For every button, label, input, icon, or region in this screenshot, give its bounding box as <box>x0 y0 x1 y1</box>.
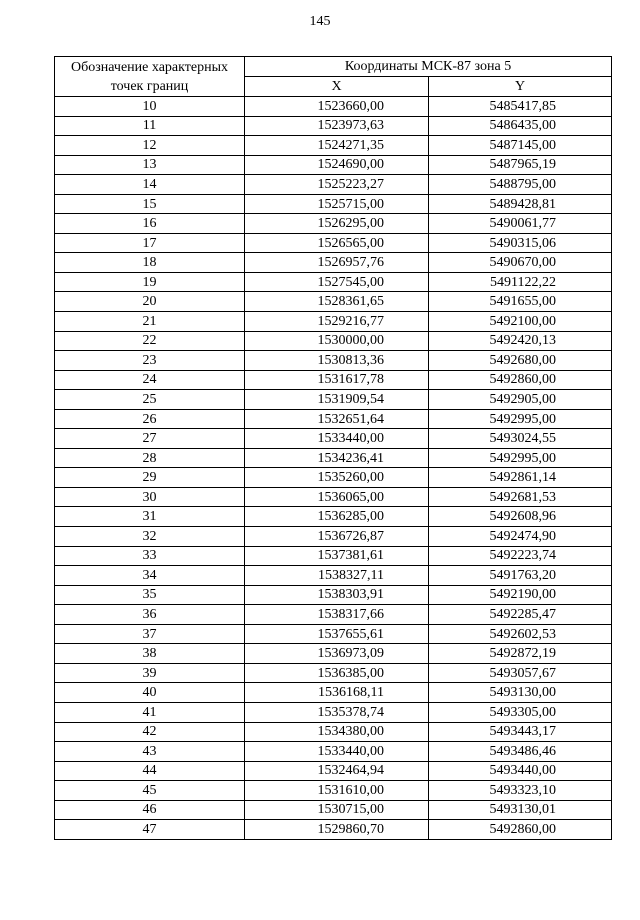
x-coordinate: 1534380,00 <box>245 722 429 742</box>
x-coordinate: 1534236,41 <box>245 448 429 468</box>
table-row <box>55 644 612 664</box>
x-coordinate: 1524690,00 <box>245 155 429 175</box>
table-row <box>55 624 612 644</box>
point-label: 35 <box>55 585 245 605</box>
y-coordinate: 5492860,00 <box>429 820 612 840</box>
y-coordinate: 5492680,00 <box>429 351 612 371</box>
point-label: 32 <box>55 527 245 547</box>
table-row <box>55 761 612 781</box>
y-coordinate: 5487145,00 <box>429 136 612 156</box>
table-row <box>55 683 612 703</box>
y-coordinate: 5492608,96 <box>429 507 612 527</box>
x-coordinate: 1526295,00 <box>245 214 429 234</box>
point-label: 18 <box>55 253 245 273</box>
table-row <box>55 820 612 840</box>
table-row <box>55 136 612 156</box>
table-row <box>55 566 612 586</box>
table-row <box>55 663 612 683</box>
x-coordinate: 1531909,54 <box>245 390 429 410</box>
y-coordinate: 5493057,67 <box>429 663 612 683</box>
x-coordinate: 1537381,61 <box>245 546 429 566</box>
x-coordinate: 1536168,11 <box>245 683 429 703</box>
point-label: 16 <box>55 214 245 234</box>
y-coordinate: 5491763,20 <box>429 566 612 586</box>
table-row <box>55 194 612 214</box>
table-row <box>55 585 612 605</box>
table-row <box>55 390 612 410</box>
point-label: 40 <box>55 683 245 703</box>
table-row <box>55 331 612 351</box>
table-row <box>55 97 612 117</box>
x-coordinate: 1527545,00 <box>245 272 429 292</box>
point-label: 14 <box>55 175 245 195</box>
table-row <box>55 272 612 292</box>
x-coordinate: 1536385,00 <box>245 663 429 683</box>
y-coordinate: 5492100,00 <box>429 312 612 332</box>
coordinate-system-header: Координаты МСК-87 зона 5 <box>245 57 612 77</box>
point-label: 20 <box>55 292 245 312</box>
point-label: 42 <box>55 722 245 742</box>
x-coordinate: 1525715,00 <box>245 194 429 214</box>
y-coordinate: 5486435,00 <box>429 116 612 136</box>
x-coordinate: 1529860,70 <box>245 820 429 840</box>
table-row <box>55 370 612 390</box>
point-label: 41 <box>55 702 245 722</box>
table-header-row <box>55 57 612 77</box>
y-coordinate: 5492681,53 <box>429 487 612 507</box>
x-column-header: X <box>245 77 429 97</box>
y-coordinate: 5492995,00 <box>429 409 612 429</box>
x-coordinate: 1533440,00 <box>245 429 429 449</box>
x-coordinate: 1536285,00 <box>245 507 429 527</box>
y-coordinate: 5492223,74 <box>429 546 612 566</box>
y-coordinate: 5491655,00 <box>429 292 612 312</box>
y-coordinate: 5493305,00 <box>429 702 612 722</box>
y-coordinate: 5493130,00 <box>429 683 612 703</box>
y-coordinate: 5493024,55 <box>429 429 612 449</box>
table-row <box>55 448 612 468</box>
y-coordinate: 5492861,14 <box>429 468 612 488</box>
table-row <box>55 233 612 253</box>
point-label: 28 <box>55 448 245 468</box>
x-coordinate: 1529216,77 <box>245 312 429 332</box>
x-coordinate: 1533440,00 <box>245 742 429 762</box>
y-coordinate: 5490315,06 <box>429 233 612 253</box>
table-row <box>55 800 612 820</box>
table-row <box>55 175 612 195</box>
y-coordinate: 5490061,77 <box>429 214 612 234</box>
table-row <box>55 312 612 332</box>
x-coordinate: 1532464,94 <box>245 761 429 781</box>
x-coordinate: 1537655,61 <box>245 624 429 644</box>
point-label: 27 <box>55 429 245 449</box>
y-coordinate: 5492602,53 <box>429 624 612 644</box>
point-label: 22 <box>55 331 245 351</box>
table-row <box>55 546 612 566</box>
point-label: 23 <box>55 351 245 371</box>
point-label: 38 <box>55 644 245 664</box>
point-label: 46 <box>55 800 245 820</box>
point-label: 43 <box>55 742 245 762</box>
x-coordinate: 1536726,87 <box>245 527 429 547</box>
x-coordinate: 1523660,00 <box>245 97 429 117</box>
point-label: 37 <box>55 624 245 644</box>
point-label: 25 <box>55 390 245 410</box>
table-row <box>55 527 612 547</box>
table-body <box>55 97 612 840</box>
point-label: 24 <box>55 370 245 390</box>
y-coordinate: 5487965,19 <box>429 155 612 175</box>
point-label: 10 <box>55 97 245 117</box>
point-label: 34 <box>55 566 245 586</box>
point-label: 13 <box>55 155 245 175</box>
table-row <box>55 214 612 234</box>
coordinates-table <box>54 56 612 840</box>
x-coordinate: 1524271,35 <box>245 136 429 156</box>
table-row <box>55 702 612 722</box>
table-row <box>55 351 612 371</box>
point-label: 19 <box>55 272 245 292</box>
x-coordinate: 1536973,09 <box>245 644 429 664</box>
point-label: 26 <box>55 409 245 429</box>
y-coordinate: 5490670,00 <box>429 253 612 273</box>
x-coordinate: 1531617,78 <box>245 370 429 390</box>
y-coordinate: 5492872,19 <box>429 644 612 664</box>
y-coordinate: 5492995,00 <box>429 448 612 468</box>
x-coordinate: 1523973,63 <box>245 116 429 136</box>
y-coordinate: 5493440,00 <box>429 761 612 781</box>
table-row <box>55 409 612 429</box>
x-coordinate: 1526565,00 <box>245 233 429 253</box>
point-label: 11 <box>55 116 245 136</box>
x-coordinate: 1536065,00 <box>245 487 429 507</box>
y-coordinate: 5492474,90 <box>429 527 612 547</box>
y-coordinate: 5492420,13 <box>429 331 612 351</box>
point-designation-header: Обозначение характерных точек границ <box>55 57 245 97</box>
x-coordinate: 1525223,27 <box>245 175 429 195</box>
point-label: 29 <box>55 468 245 488</box>
y-coordinate: 5491122,22 <box>429 272 612 292</box>
x-coordinate: 1530813,36 <box>245 351 429 371</box>
x-coordinate: 1538303,91 <box>245 585 429 605</box>
point-label: 45 <box>55 781 245 801</box>
x-coordinate: 1538317,66 <box>245 605 429 625</box>
x-coordinate: 1530000,00 <box>245 331 429 351</box>
table-row <box>55 605 612 625</box>
table-row <box>55 742 612 762</box>
point-label: 39 <box>55 663 245 683</box>
y-column-header: Y <box>429 77 612 97</box>
table-row <box>55 155 612 175</box>
point-label: 21 <box>55 312 245 332</box>
point-label: 44 <box>55 761 245 781</box>
table-row <box>55 468 612 488</box>
point-label: 17 <box>55 233 245 253</box>
x-coordinate: 1530715,00 <box>245 800 429 820</box>
page-number: 145 <box>309 14 331 29</box>
x-coordinate: 1538327,11 <box>245 566 429 586</box>
table-row <box>55 781 612 801</box>
table-row <box>55 722 612 742</box>
y-coordinate: 5489428,81 <box>429 194 612 214</box>
table-row <box>55 292 612 312</box>
x-coordinate: 1526957,76 <box>245 253 429 273</box>
x-coordinate: 1532651,64 <box>245 409 429 429</box>
table-row <box>55 487 612 507</box>
y-coordinate: 5492860,00 <box>429 370 612 390</box>
point-label: 33 <box>55 546 245 566</box>
point-label: 31 <box>55 507 245 527</box>
table-row <box>55 429 612 449</box>
point-label: 30 <box>55 487 245 507</box>
x-coordinate: 1535378,74 <box>245 702 429 722</box>
y-coordinate: 5493323,10 <box>429 781 612 801</box>
y-coordinate: 5492285,47 <box>429 605 612 625</box>
point-label: 15 <box>55 194 245 214</box>
x-coordinate: 1535260,00 <box>245 468 429 488</box>
y-coordinate: 5492190,00 <box>429 585 612 605</box>
x-coordinate: 1531610,00 <box>245 781 429 801</box>
y-coordinate: 5485417,85 <box>429 97 612 117</box>
y-coordinate: 5488795,00 <box>429 175 612 195</box>
y-coordinate: 5493443,17 <box>429 722 612 742</box>
point-label: 36 <box>55 605 245 625</box>
table-row <box>55 507 612 527</box>
point-label: 12 <box>55 136 245 156</box>
y-coordinate: 5493130,01 <box>429 800 612 820</box>
x-coordinate: 1528361,65 <box>245 292 429 312</box>
y-coordinate: 5492905,00 <box>429 390 612 410</box>
table-row <box>55 253 612 273</box>
point-label: 47 <box>55 820 245 840</box>
table-row <box>55 116 612 136</box>
y-coordinate: 5493486,46 <box>429 742 612 762</box>
